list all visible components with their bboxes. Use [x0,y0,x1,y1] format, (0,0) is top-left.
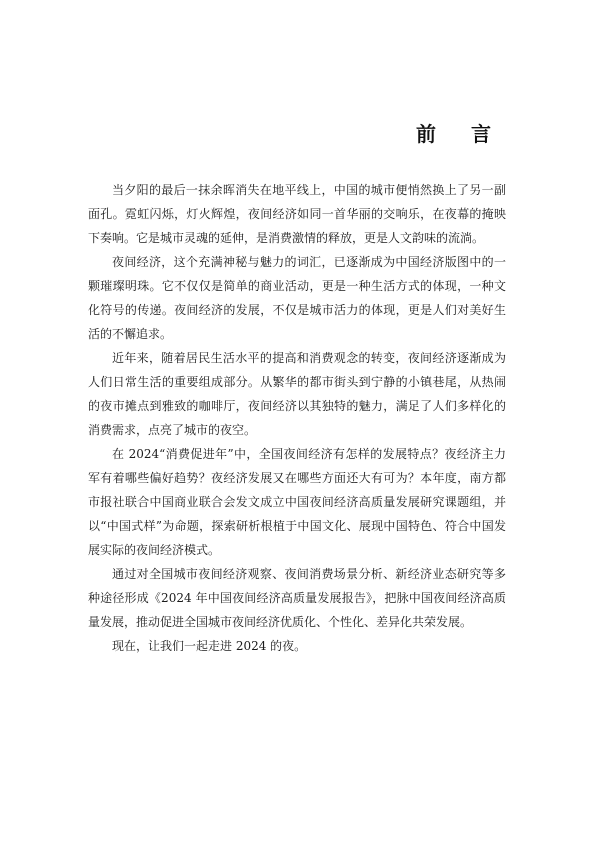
paragraph: 夜间经济，这个充满神秘与魅力的词汇，已逐渐成为中国经济版图中的一颗璀璨明珠。它不仅仅是简单的商业活动，更是一种生活方式的体现，一种文化符号的传递。夜间经济的发展，不仅是城市活力的体现，更是人们对美好生活的不懈追求。 [88,255,506,341]
paragraph: 当夕阳的最后一抹余晖消失在地平线上，中国的城市便悄然换上了另一副面孔。霓虹闪烁，灯火辉煌，夜间经济如同一首华丽的交响乐，在夜幕的掩映下奏响。它是城市灵魂的延伸，是消费激情的释放，更是人文韵味的流淌。 [88,183,506,245]
preface-body [88,178,506,658]
page-title: 前 言 [416,122,505,146]
paragraph: 近年来，随着居民生活水平的提高和消费观念的转变，夜间经济逐渐成为人们日常生活的重要组成部分。从繁华的都市街头到宁静的小镇巷尾，从热闹的夜市摊点到雅致的咖啡厅，夜间经济以其独特的魅力，满足了人们多样化的消费需求，点亮了城市的夜空。 [88,351,506,437]
paragraph: 在 2024“消费促进年”中，全国夜间经济有怎样的发展特点？夜经济主力军有着哪些偏好趋势？夜经济发展又在哪些方面还大有可为？本年度，南方都市报社联合中国商业联合会发文成立中国夜间经济高质量发展研究课题组，并以“中国式样”为命题，探索研析根植于中国文化、展现中国特色、符合中国发展实际的夜间经济模式。 [88,447,506,557]
paragraph: 通过对全国城市夜间经济观察、夜间消费场景分析、新经济业态研究等多种途径形成《2024 年中国夜间经济高质量发展报告》，把脉中国夜间经济高质量发展，推动促进全国城市夜间经济优质化、个性化、差异化共荣发展。 [88,567,506,629]
paragraph: 现在，让我们一起走进 2024 的夜。 [112,639,307,653]
